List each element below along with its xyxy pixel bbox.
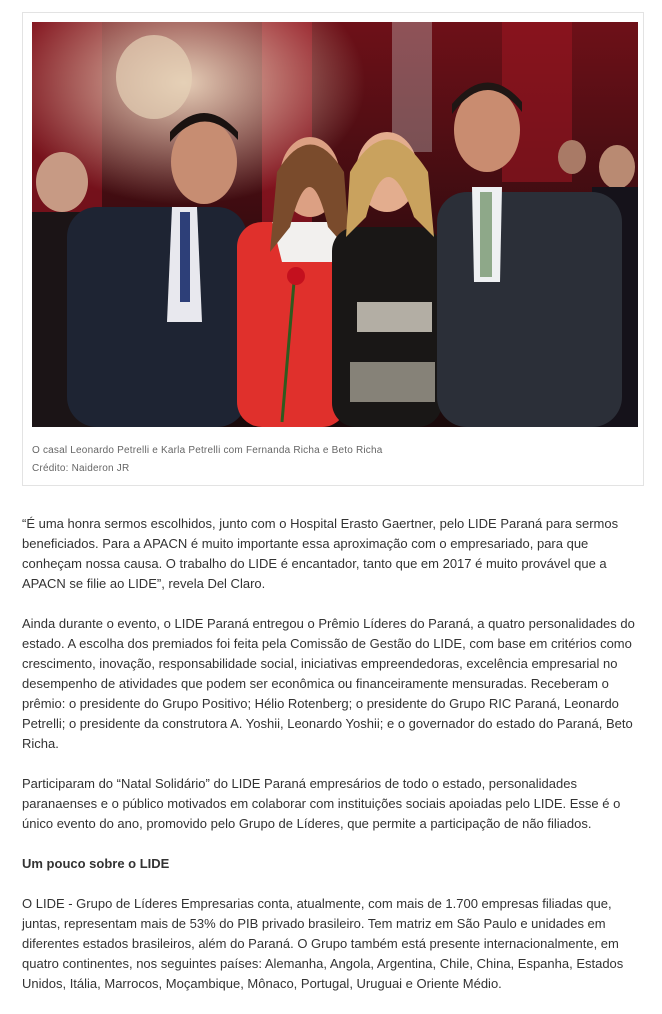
paragraph-quote: “É uma honra sermos escolhidos, junto com o Hospital Erasto Gaertner, pelo LIDE Paraná para sermos beneficiados. Para a APACN é muito importante essa aproximação com o empresariado, para que conheçam nossa causa. O trabalho do LIDE é encantador, tanto que em 2017 é muito provável que a APACN se filie ao LIDE”, revela Del Claro. bbox=[22, 516, 619, 591]
article-body bbox=[22, 514, 640, 1014]
photo-credit: Crédito: Naideron JR bbox=[32, 463, 130, 474]
photo-figure bbox=[22, 12, 644, 486]
paragraph-award: Ainda durante o evento, o LIDE Paraná entregou o Prêmio Líderes do Paraná, a quatro personalidades do estado. A escolha dos premiados foi feita pela Comissão de Gestão do LIDE, com base em critérios como crescimento, inovação, responsabilidade social, iniciativas empreendedoras, excelência empresarial no desempenho de atividades que podem ser econômica ou financeiramente mensuradas. Receberam o prêmio: o presidente do Grupo Positivo; Hélio Rotenberg; o presidente do Grupo RIC Paraná, Leonardo Petrelli; o presidente da construtora A. Yoshii, Leonardo Yoshii; e o governador do estado do Paraná, Beto Richa. bbox=[22, 616, 635, 751]
event-photo bbox=[32, 22, 638, 427]
photo-caption: O casal Leonardo Petrelli e Karla Petrelli com Fernanda Richa e Beto Richa bbox=[32, 445, 383, 456]
section-heading: Um pouco sobre o LIDE bbox=[22, 856, 170, 871]
photo-caption-block bbox=[32, 442, 383, 478]
paragraph-event: Participaram do “Natal Solidário” do LIDE Paraná empresários de todo o estado, personalidades paranaenses e o público motivados em colaborar com instituições sociais apoiadas pelo LIDE. Esse é o único evento do ano, promovido pelo Grupo de Líderes, que permite a participação de não filiados. bbox=[22, 776, 621, 831]
paragraph-about: O LIDE - Grupo de Líderes Empresarias conta, atualmente, com mais de 1.700 empresas filiadas que, juntas, representam mais de 53% do PIB privado brasileiro. Tem matriz em São Paulo e unidades em diferentes estados brasileiros, além do Paraná. O Grupo também está presente internacionalmente, em quatro continentes, nos seguintes países: Alemanha, Angola, Argentina, Chile, China, Espanha, Estados Unidos, Itália, Marrocos, Moçambique, Mônaco, Portugal, Uruguai e Oriente Médio. bbox=[22, 896, 624, 991]
